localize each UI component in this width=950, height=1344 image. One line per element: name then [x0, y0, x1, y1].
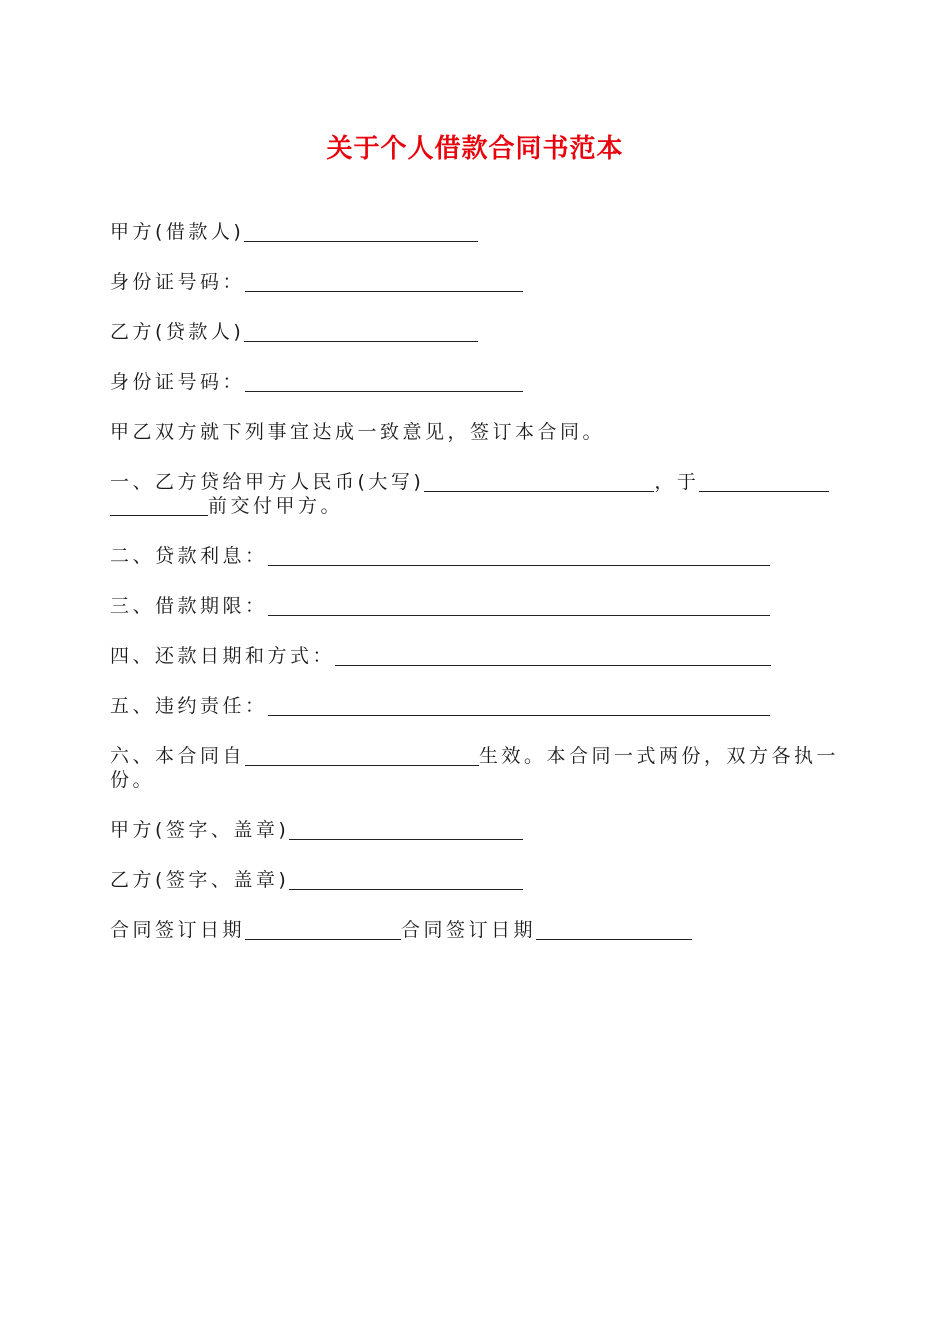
clause-5-blank[interactable]	[268, 695, 770, 716]
intro-paragraph: 甲乙双方就下列事宜达成一致意见，签订本合同。	[110, 421, 606, 443]
clause-1-amount-blank[interactable]	[424, 471, 654, 492]
signing-dates-line	[110, 918, 692, 942]
party-a-borrower-line	[110, 220, 478, 244]
party-b-signature-line	[110, 868, 523, 892]
signing-date-label-2: 合同签订日期	[401, 919, 537, 941]
clause-4-label: 四、还款日期和方式：	[110, 645, 336, 667]
party-b-signature-label: 乙方(签字、盖章)	[110, 869, 290, 891]
clause-5-label: 五、违约责任：	[110, 695, 268, 717]
party-a-signature-label: 甲方(签字、盖章)	[110, 819, 290, 841]
clause-2-label: 二、贷款利息：	[110, 545, 268, 567]
party-b-signature-blank[interactable]	[289, 869, 523, 890]
clause-6-suffix: 生效。本合同一式两份，双方各执一	[479, 745, 840, 767]
party-b-id-label: 身份证号码：	[110, 371, 246, 393]
signing-date-blank-2[interactable]	[536, 919, 692, 940]
party-a-id-blank[interactable]	[245, 271, 523, 292]
clause-5	[110, 694, 770, 718]
party-b-id-blank[interactable]	[245, 371, 523, 392]
clause-6	[110, 744, 845, 792]
clause-3	[110, 594, 770, 618]
clause-3-label: 三、借款期限：	[110, 595, 268, 617]
clause-1-date-blank-b[interactable]	[110, 495, 208, 516]
party-b-lender-line	[110, 320, 478, 344]
signing-date-blank-1[interactable]	[245, 919, 401, 940]
page-title: 关于个人借款合同书范本	[326, 134, 624, 164]
clause-2-blank[interactable]	[268, 545, 770, 566]
clause-6-blank[interactable]	[245, 745, 479, 766]
party-a-id-label: 身份证号码：	[110, 271, 246, 293]
party-a-id-line	[110, 270, 523, 294]
signing-date-label-1: 合同签订日期	[110, 919, 246, 941]
clause-3-blank[interactable]	[268, 595, 770, 616]
party-b-id-line	[110, 370, 523, 394]
clause-1-middle: ，于	[654, 471, 700, 493]
clause-2	[110, 544, 770, 568]
party-b-lender-blank[interactable]	[244, 321, 478, 342]
clause-1-prefix: 一、乙方贷给甲方人民币(大写)	[110, 471, 425, 493]
party-a-borrower-blank[interactable]	[244, 221, 478, 242]
clause-4	[110, 644, 771, 668]
party-a-signature-line	[110, 818, 523, 842]
clause-6-tail: 份。	[110, 769, 156, 791]
party-b-lender-label: 乙方(贷款人)	[110, 321, 245, 343]
clause-4-blank[interactable]	[335, 645, 771, 666]
clause-1-date-blank-a[interactable]	[699, 471, 829, 492]
clause-6-prefix: 六、本合同自	[110, 745, 246, 767]
clause-1-suffix: 前交付甲方。	[208, 495, 344, 517]
clause-1	[110, 470, 845, 518]
party-a-signature-blank[interactable]	[289, 819, 523, 840]
party-a-borrower-label: 甲方(借款人)	[110, 221, 245, 243]
